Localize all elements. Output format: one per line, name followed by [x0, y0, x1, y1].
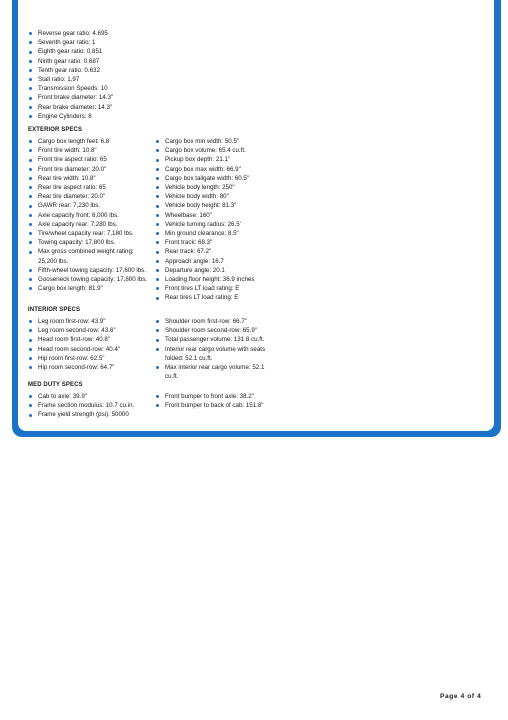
- spec-item: Cargo box volume: 65.4 cu.ft.: [155, 146, 277, 155]
- spec-item: Cargo box tailgate width: 60.5": [155, 174, 277, 183]
- spec-item: Frame yield strength (psi): 50000: [28, 410, 153, 419]
- spec-item: Pickup box depth: 21.1": [155, 155, 277, 164]
- spec-item: Head room first-row: 40.8": [28, 335, 153, 344]
- spec-item: Max interior rear cargo volume: 52.1 cu.ft.: [155, 363, 277, 381]
- spec-item: Fifth-wheel towing capacity: 17,600 lbs.: [28, 266, 153, 275]
- spec-item: Vehicle turning radius: 26.5': [155, 220, 277, 229]
- spec-item: Shoulder room first-row: 66.7": [155, 317, 277, 326]
- spec-item: Loading floor height: 36.9 inches: [155, 275, 277, 284]
- spec-item: Cab to axle: 39.9": [28, 392, 153, 401]
- interior-specs-left-list: [28, 317, 153, 372]
- spec-item: Rear tire aspect ratio: 65: [28, 183, 153, 192]
- spec-item: Tire/wheel capacity rear: 7,180 lbs.: [28, 229, 153, 238]
- spec-item: Leg room first-row: 43.9": [28, 317, 153, 326]
- interior-specs-right-list: [155, 317, 277, 381]
- spec-item: Front tire width: 10.8": [28, 146, 153, 155]
- spec-item: Vehicle body width: 80": [155, 192, 277, 201]
- spec-item: Front tires LT load rating: E: [155, 284, 277, 293]
- spec-item: Cargo box length feet: 6.8: [28, 137, 153, 146]
- spec-item: Leg room second-row: 43.6": [28, 326, 153, 335]
- spec-item: Cargo box min width: 50.5": [155, 137, 277, 146]
- spec-item: Front track: 68.3": [155, 238, 277, 247]
- exterior-specs-left-list: [28, 137, 153, 293]
- spec-item: Front bumper to front axle: 38.2": [155, 392, 277, 401]
- spec-item: Vehicle body height: 81.3": [155, 201, 277, 210]
- spec-item: Towing capacity: 17,800 lbs.: [28, 238, 153, 247]
- spec-item: Front tire diameter: 20.0": [28, 165, 153, 174]
- exterior-specs-heading: EXTERIOR SPECS: [28, 127, 83, 133]
- spec-item: Max gross combined weight rating: 25,200 lbs.: [28, 247, 153, 265]
- spec-item: Rear track: 67.2": [155, 247, 277, 256]
- spec-item: Rear brake diameter: 14.3": [28, 103, 228, 112]
- spec-item: Axle capacity rear: 7,280 lbs.: [28, 220, 153, 229]
- spec-item: Front tire aspect ratio: 65: [28, 155, 153, 164]
- spec-item: Total passenger volume: 131.8 cu.ft.: [155, 335, 277, 344]
- spec-item: Gooseneck towing capacity: 17,800 lbs.: [28, 275, 153, 284]
- spec-item: Axle capacity front: 6,000 lbs.: [28, 211, 153, 220]
- med-duty-specs-left-list: [28, 392, 153, 420]
- transmission-spec-list: [28, 29, 228, 121]
- spec-item: Stall ratio: 1.97: [28, 75, 228, 84]
- spec-item: Hip room second-row: 64.7": [28, 363, 153, 372]
- spec-item: Engine Cylinders: 8: [28, 112, 228, 121]
- spec-item: Interior rear cargo volume with seats folded: 52.1 cu.ft.: [155, 345, 277, 363]
- spec-item: Frame section modulus: 10.7 cu.in.: [28, 401, 153, 410]
- page-number: Page 4 of 4: [440, 693, 482, 700]
- spec-item: Head room second-row: 40.4": [28, 345, 153, 354]
- spec-item: Approach angle: 16.7: [155, 257, 277, 266]
- spec-item: Wheelbase: 160": [155, 211, 277, 220]
- spec-item: Seventh gear ratio: 1: [28, 38, 228, 47]
- spec-item: Vehicle body length: 250": [155, 183, 277, 192]
- spec-item: Departure angle: 20.1: [155, 266, 277, 275]
- spec-item: Ninth gear ratio: 0.687: [28, 57, 228, 66]
- spec-item: Shoulder room second-row: 65.9": [155, 326, 277, 335]
- spec-item: Rear tire diameter: 20.0": [28, 192, 153, 201]
- med-duty-specs-heading: MED DUTY SPECS: [28, 382, 83, 388]
- spec-item: Hip room first-row: 62.5": [28, 354, 153, 363]
- spec-item: Min ground clearance: 8.5": [155, 229, 277, 238]
- med-duty-specs-right-list: [155, 392, 277, 410]
- spec-item: Cargo box max width: 66.9": [155, 165, 277, 174]
- spec-item: Front brake diameter: 14.3": [28, 93, 228, 102]
- spec-item: Rear tire width: 10.8": [28, 174, 153, 183]
- spec-item: Rear tires LT load rating: E: [155, 293, 277, 302]
- spec-item: Cargo box length: 81.9": [28, 284, 153, 293]
- interior-specs-heading: INTERIOR SPECS: [28, 307, 81, 313]
- spec-item: Tenth gear ratio: 0.632: [28, 66, 228, 75]
- spec-item: Front bumper to back of cab: 151.8": [155, 401, 277, 410]
- exterior-specs-right-list: [155, 137, 277, 303]
- spec-item: Transmission Speeds: 10: [28, 84, 228, 93]
- spec-item: GAWR rear: 7,230 lbs.: [28, 201, 153, 210]
- spec-item: Reverse gear ratio: 4.695: [28, 29, 228, 38]
- spec-item: Eighth gear ratio: 0.851: [28, 47, 228, 56]
